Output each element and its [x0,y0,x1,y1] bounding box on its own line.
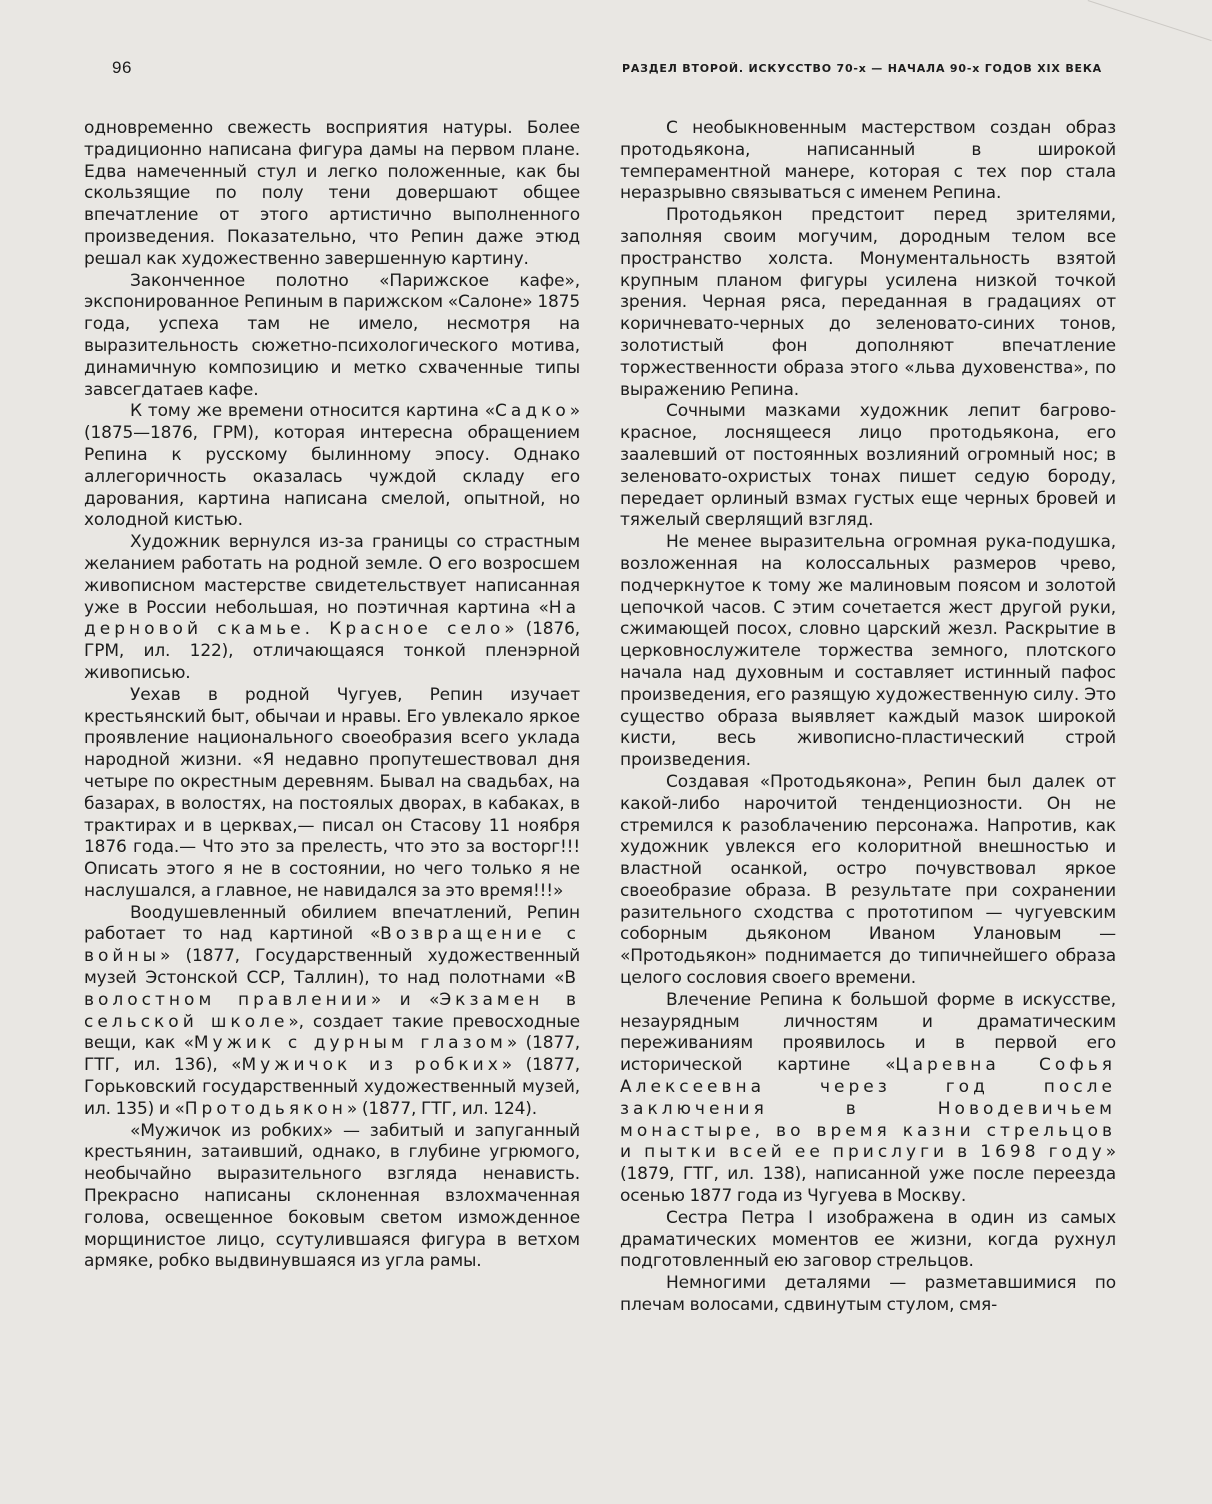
right-column [620,118,1116,1317]
text: » (1875—1876, ГРМ), которая интересна обращением Репина к русскому былинному эпосу. Однако аллегоричность оказалась чуждой складу его дарования, картина написана смелой, опытной, но холодной кистью. [84,401,580,531]
text: » (1877, ГТГ, ил. 136), « [84,1033,580,1076]
paragraph: «Мужичок из робких» — забитый и запуганный крестьянин, затаивший, однако, в глубине угрюмого, необычайно выразительного взгляда ненависть. Прекрасно написаны склоненная взлохмаченная голова, освещенное боковым светом изможденное морщинистое лицо, ссутулившаяся фигура в ветхом армяке, робко выдвинувшаяся из угла рамы. [84,1120,580,1272]
artwork-title: Протодьякон [184,1098,347,1119]
text: » (1877, ГТГ, ил. 124). [346,1098,538,1119]
left-column [84,118,580,1273]
text: Влечение Репина к большой форме в искусстве, незаурядным личностям и драматическим переживаниям проявилось и в первой его исторической картине « [620,989,1116,1076]
paragraph: Уехав в родной Чугуев, Репин изучает крестьянский быт, обычаи и нравы. Его увлекало яркое проявление национального своеобразия всего уклада народной жизни. «Я недавно пропутешествовал дня четыре по окрестным деревням. Бывал на свадьбах, на базарах, в волостях, на постоялых дворах, в кабаках, в трактирах и в церквах,— писал он Стасову 11 ноября 1876 года.— Что это за прелесть, что это за восторг!!! Описать этого я не в состоянии, но чего только я не наслушался, а главное, не навидался за это время!!!» [84,684,580,901]
text: К тому же времени относится картина « [130,401,496,422]
artwork-title: Садко [495,401,570,422]
paragraph: Протодьякон предстоит перед зрителями, заполняя своим могучим, дородным телом все пространство холста. Монументальность взятой крупным планом фигуры усилена низкой точкой зрения. Черная ряса, переданная в градациях от коричневато-черных до зеленовато-синих тонов, золотистый фон дополняют впечатление торжественности образа этого «льва духовенства», по выражению Репина. [620,205,1116,400]
artwork-title: В волостном правлении [84,968,580,1010]
text: » (1877, Горьковский государственный художественный музей, ил. 135) и « [84,1055,580,1119]
artwork-title: Мужик с дурным глазом [193,1033,507,1054]
paragraph: Немногими деталями — разметавшимися по плечам волосами, сдвинутым стулом, смя- [620,1273,1116,1316]
artwork-title: Мужичок из робких [241,1055,502,1076]
paragraph: Не менее выразительна огромная рука-подушка, возложенная на колоссальных размеров чрево, подчеркнутое к тому же малиновым поясом и золотой цепочкой часов. С этим сочетается жест другой руки, сжимающей посох, словно царский жезл. Раскрытие в церковнослужителе торжества земного, плотского начала над духовным и составляет истинный пафос произведения, его разящую художественную силу. Это существо образа выявляет каждый мазок широкой кисти, весь живописно-пластический строй произведения. [620,532,1116,771]
paragraph: Создавая «Протодьякона», Репин был далек от какой-либо нарочитой тенденциозности. Он не стремился к разоблачению персонажа. Напротив, как художник увлекся его колоритной внешностью и властной осанкой, остро почувствовал яркое своеобразие образа. В результате при сохранении разительного сходства с прототипом — чугуевским соборным дьяконом Иваном Улановым — «Протодьякон» поднимается до типичнейшего образа целого сословия своего времени. [620,771,1116,989]
paragraph [84,532,580,685]
running-header: РАЗДЕЛ ВТОРОЙ. ИСКУССТВО 70-х — НАЧАЛА 90-х ГОДОВ XIX ВЕКА [622,62,1102,75]
text: » и « [370,989,440,1010]
paragraph [84,903,580,1121]
paragraph: Законченное полотно «Парижское кафе», экспонированное Репиным в парижском «Салоне» 1875 года, успеха там не имело, несмотря на выразительность сюжетно-психологического мотива, динамичную композицию и метко схваченные типы завсегдатаев кафе. [84,270,580,400]
paragraph [620,990,1116,1208]
paragraph: одновременно свежесть восприятия натуры. Более традиционно написана фигура дамы на первом плане. Едва намеченный стул и легко положенные, как бы скользящие по полу тени довершают общее впечатление от этого артистично выполненного произведения. Показательно, что Репин даже этюд решал как художественно завершенную картину. [84,118,580,269]
artwork-title: Экзамен в сельской школе [84,989,581,1032]
text: », создает такие превосходные вещи, как « [84,1011,580,1054]
paragraph [84,401,580,532]
artwork-title: На дерновой скамье. Красное село [84,597,580,640]
page-number: 96 [112,58,132,77]
text: Художник вернулся из-за границы со страстным желанием работать на родной земле. О его возросшем живописном мастерстве свидетельствует написанная уже в России небольшая, но поэтичная картина « [84,532,580,618]
text: » (1876, ГРМ, ил. 122), отличающаяся тонкой пленэрной живописью. [84,619,581,683]
text: » (1879, ГТГ, ил. 138), написанной уже после переезда осенью 1877 года из Чугуева в Москву. [620,1142,1116,1207]
paragraph: Сестра Петра I изображена в один из самых драматических моментов ее жизни, когда рухнул подготовленный ею заговор стрельцов. [620,1207,1116,1272]
paragraph: Сочными мазками художник лепит багрово-красное, лоснящееся лицо протодьякона, его заалевший от постоянных возлияний огромный нос; в зеленовато-охристых тонах пишет седую бороду, передает орлиный взмах густых еще черных бровей и тяжелый сверлящий взгляд. [620,401,1116,531]
artwork-title: Возвращение с войны [84,924,580,967]
artwork-title: Царевна Софья Алексеевна через год после заключения в Новодевичьем монастыре, во время казни стрельцов и пытки всей ее прислуги в 1698 году [620,1055,1116,1163]
text: Воодушевленный обилием впечатлений, Репин работает то над картиной « [84,902,580,945]
paragraph: С необыкновенным мастерством создан образ протодьякона, написанный в широкой темпераментной манере, которая с тех пор стала неразрывно связываться с именем Репина. [620,118,1116,204]
text: » (1877, Государственный художественный музей Эстонской ССР, Таллин), то над полотнами « [84,946,580,989]
